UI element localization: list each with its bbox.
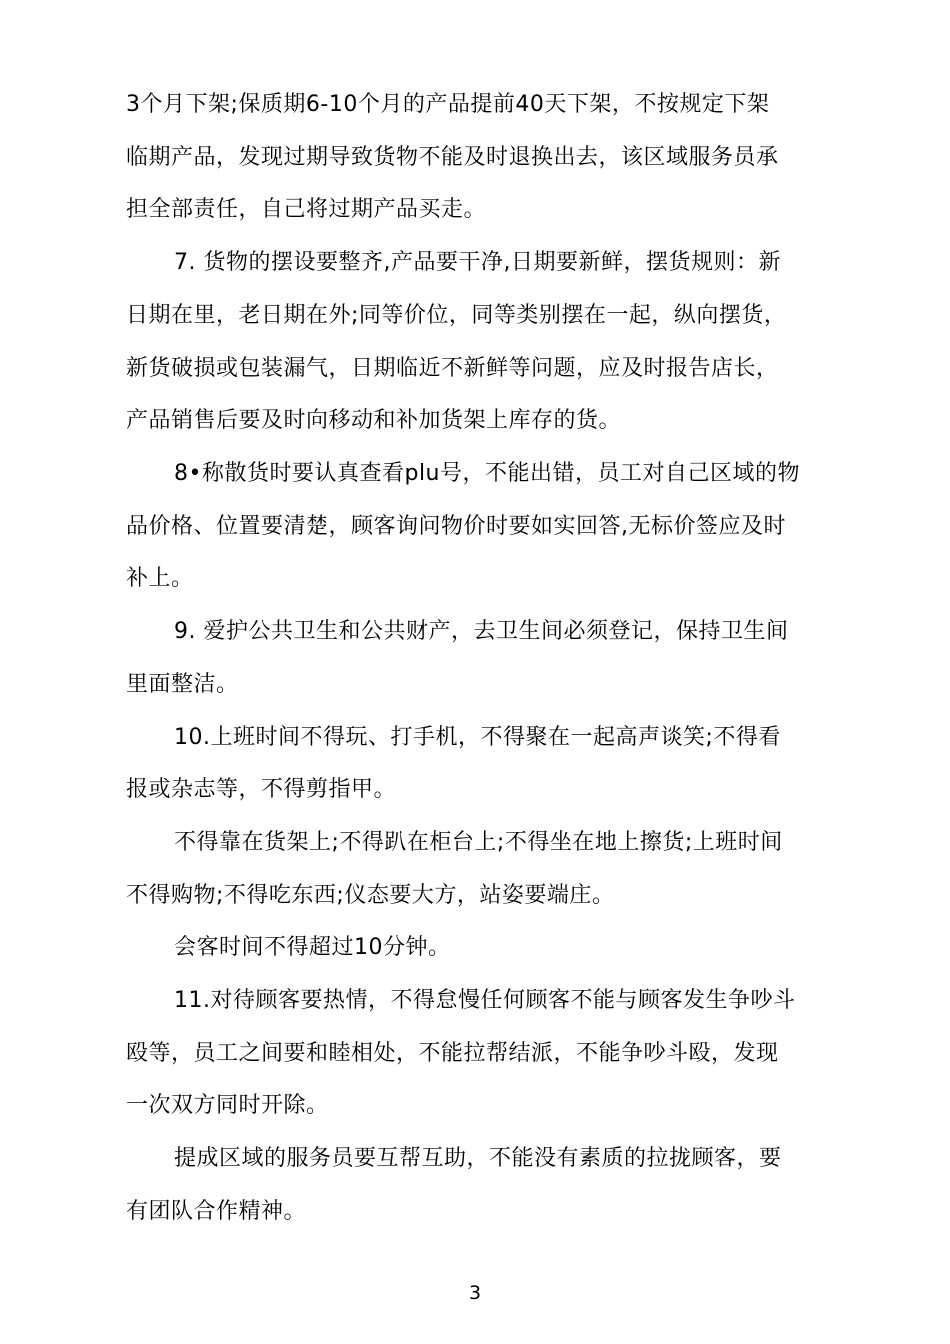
text-line: 品价格、位置要清楚，顾客询问物价时要如实回答,无标价签应及时 <box>126 514 786 539</box>
text-line: 不得靠在货架上;不得趴在柜台上;不得坐在地上擦货;上班时间 <box>174 830 783 855</box>
text-line: 提成区域的服务员要互帮互助，不能没有素质的拉拢顾客，要 <box>174 1146 782 1171</box>
text-line: 补上。 <box>126 566 194 591</box>
text-line: 7. 货物的摆设要整齐,产品要干净,日期要新鲜，摆货规则：新 <box>174 250 781 275</box>
text-line: 有团队合作精神。 <box>126 1199 307 1224</box>
text-line: 一次双方同时开除。 <box>126 1093 329 1118</box>
text-line: 新货破损或包装漏气，日期临近不新鲜等问题，应及时报告店长， <box>126 356 779 381</box>
text-line: 担全部责任，自己将过期产品买走。 <box>126 197 487 222</box>
text-line: 11.对待顾客要热情，不得怠慢任何顾客不能与顾客发生争吵斗 <box>174 988 796 1013</box>
text-line: 日期在里，老日期在外;同等价位，同等类别摆在一起，纵向摆货， <box>126 303 787 328</box>
text-line: 8•称散货时要认真查看plu号，不能出错，员工对自己区域的物 <box>174 461 800 486</box>
text-line: 临期产品，发现过期导致货物不能及时退换出去，该区域服务员承 <box>126 145 779 170</box>
text-line: 不得购物;不得吃东西;仪态要大方，站姿要端庄。 <box>126 883 615 908</box>
text-line: 产品销售后要及时向移动和补加货架上库存的货。 <box>126 408 622 433</box>
text-line: 殴等，员工之间要和睦相处，不能拉帮结派，不能争吵斗殴，发现 <box>126 1041 779 1066</box>
text-line: 9. 爱护公共卫生和公共财产，去卫生间必须登记，保持卫生间 <box>174 619 789 644</box>
text-line: 3个月下架;保质期6-10个月的产品提前40天下架，不按规定下架 <box>126 92 770 117</box>
text-line: 会客时间不得超过10分钟。 <box>174 935 451 960</box>
page-number: 3 <box>468 1282 482 1304</box>
text-line: 里面整洁。 <box>126 672 239 697</box>
text-line: 10.上班时间不得玩、打手机，不得聚在一起高声谈笑;不得看 <box>174 725 781 750</box>
text-line: 报或杂志等，不得剪指甲。 <box>126 777 397 802</box>
